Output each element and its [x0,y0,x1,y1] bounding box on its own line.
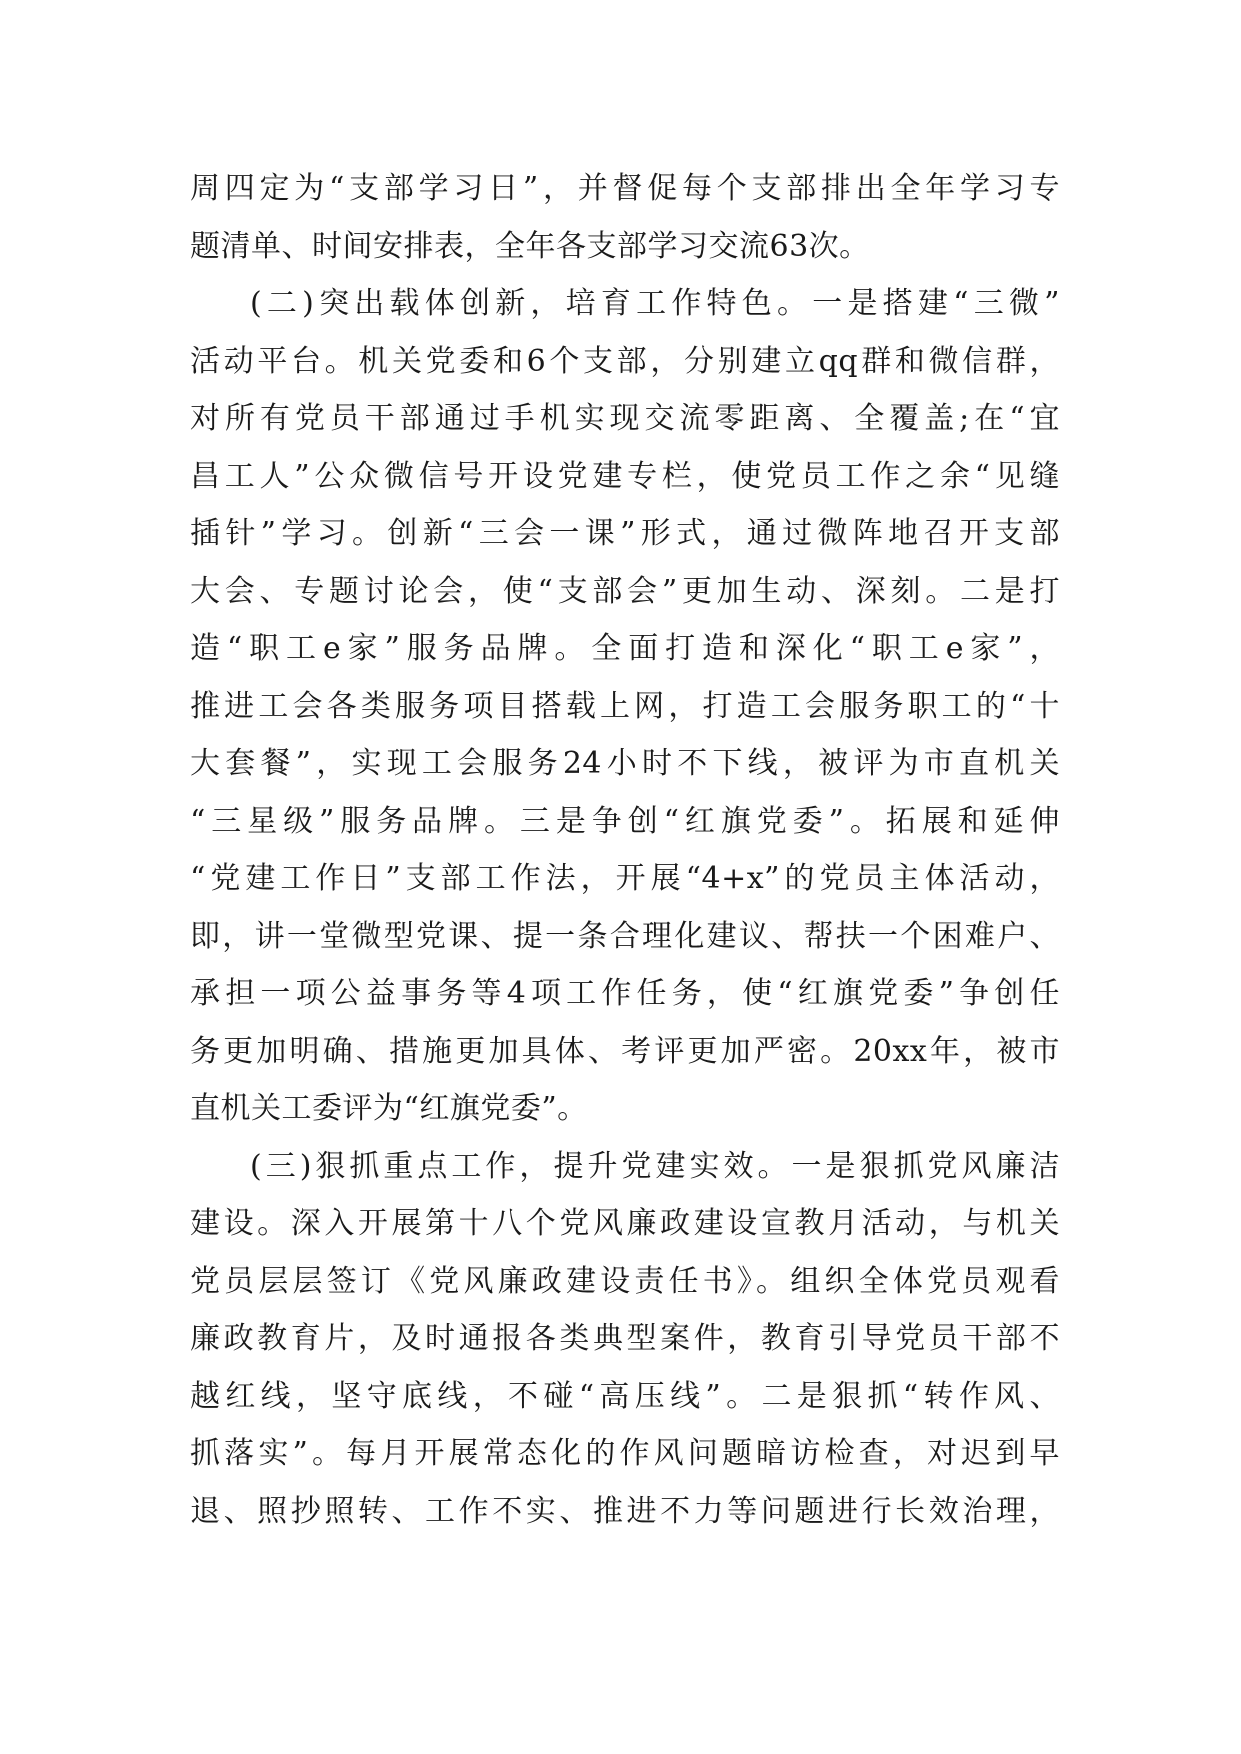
text-line: 承担一项公益事务等4项工作任务，使“红旗党委”争创任 [190,976,1060,1011]
text-line: 退、照抄照转、工作不实、推进不力等问题进行长效治理， [190,1493,1060,1529]
text-line: 插针”学习。创新“三会一课”形式，通过微阵地召开支部 [190,516,1060,551]
text-line: 务更加明确、措施更加具体、考评更加严密。20xx年，被市 [190,1033,1060,1069]
text-line: 党员层层签订《党风廉政建设责任书》。组织全体党员观看 [190,1263,1060,1299]
text-line: “三星级”服务品牌。三是争创“红旗党委”。拓展和延伸 [190,803,1060,839]
text-line: 大会、专题讨论会，使“支部会”更加生动、深刻。二是打 [190,573,1060,609]
text-line: 题清单、时间安排表，全年各支部学习交流63次。 [190,228,870,264]
text-line: 活动平台。机关党委和6个支部，分别建立qq群和微信群， [190,343,1060,379]
text-line: 推进工会各类服务项目搭载上网，打造工会服务职工的“十 [190,688,1060,724]
paragraph-first-line: (三)狠抓重点工作，提升党建实效。一是狠抓党风廉洁 [250,1148,1060,1184]
text-line: 建设。深入开展第十八个党风廉政建设宣教月活动，与机关 [190,1206,1060,1241]
text-line: 越红线，坚守底线，不碰“高压线”。二是狠抓“转作风、 [190,1378,1060,1414]
paragraph-first-line: (二)突出载体创新，培育工作特色。一是搭建“三微” [250,286,1060,321]
text-line: 抓落实”。每月开展常态化的作风问题暗访检查，对迟到早 [190,1436,1060,1471]
text-line: 廉政教育片，及时通报各类典型案件，教育引导党员干部不 [190,1321,1060,1356]
text-line: 周四定为“支部学习日”，并督促每个支部排出全年学习专 [190,171,1060,206]
text-line: 即，讲一堂微型党课、提一条合理化建议、帮扶一个困难户、 [190,918,1060,954]
text-line: 造“职工e家”服务品牌。全面打造和深化“职工e家”， [190,631,1060,666]
text-line: “党建工作日”支部工作法，开展“4+x”的党员主体活动， [190,861,1060,896]
text-line: 直机关工委评为“红旗党委”。 [190,1091,588,1126]
text-line: 对所有党员干部通过手机实现交流零距离、全覆盖;在“宜 [190,401,1060,436]
text-line: 昌工人”公众微信号开设党建专栏，使党员工作之余“见缝 [190,458,1060,494]
text-line: 大套餐”，实现工会服务24小时不下线，被评为市直机关 [190,746,1060,781]
document-body [190,160,1060,1540]
